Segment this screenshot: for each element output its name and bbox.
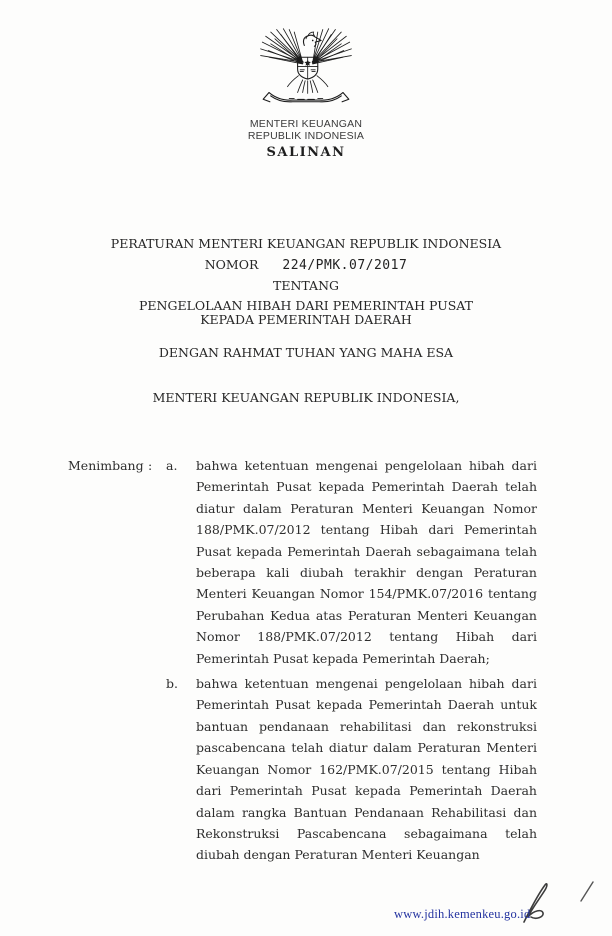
ministry-line2: REPUBLIK INDONESIA — [247, 129, 365, 142]
item-text: bahwa ketentuan mengenai pengelolaan hibah dari Pemerintah Pusat kepada Pemerintah Daerah untuk bantuan pendanaan rehabilitasi dan rekonstruksi pascabencana telah diatur dalam Peraturan Menteri Keuangan Nomor 162/PMK.07/2015 tentang Hibah dari Pemerintah Pusat kepada Pemerintah Daerah dalam rangka Bantuan Pendanaan Rehabilitasi dan Rekonstruksi Pascabencana sebagaimana telah diubah dengan Peraturan Menteri Keuangan — [196, 676, 537, 863]
considering-item-b — [166, 673, 537, 866]
authority-line: MENTERI KEUANGAN REPUBLIK INDONESIA, — [152, 390, 460, 405]
item-text: bahwa ketentuan mengenai pengelolaan hibah dari Pemerintah Pusat kepada Pemerintah Daerah telah diatur dalam Peraturan Menteri Keuangan Nomor 188/PMK.07/2012 tentang Hibah dari Pemerintah Pusat kepada Pemerintah Daerah sebagaimana telah beberapa kali diubah terakhir dengan Peraturan Menteri Keuangan Nomor 154/PMK.07/2016 tentang Perubahan Kedua atas Peraturan Menteri Keuangan Nomor 188/PMK.07/2012 tentang Hibah dari Pemerintah Pusat kepada Pemerintah Daerah; — [196, 458, 537, 666]
garuda-pancasila-icon — [0, 27, 612, 115]
considering-item-a — [166, 455, 537, 669]
subject-line2: KEPADA PEMERINTAH DAERAH — [200, 311, 412, 327]
item-marker: b. — [166, 676, 178, 692]
considering-items — [166, 455, 537, 866]
regulation-number-line — [0, 257, 612, 278]
nomor-label: NOMOR — [204, 257, 259, 272]
item-marker: a. — [166, 458, 178, 473]
slash-mark-icon — [575, 879, 597, 909]
regulation-subject — [0, 299, 612, 326]
ministry-line1: MENTERI KEUANGAN — [249, 118, 363, 130]
copy-stamp-label: SALINAN — [266, 145, 346, 160]
considering-section — [68, 455, 537, 866]
tentang-label: TENTANG — [272, 278, 339, 293]
jdih-kemenkeu-link[interactable]: www.jdih.kemenkeu.go.id — [394, 907, 531, 921]
regulation-title: PERATURAN MENTERI KEUANGAN REPUBLIK INDONESIA — [110, 236, 502, 251]
title-block — [0, 236, 612, 326]
invocation-line: DENGAN RAHMAT TUHAN YANG MAHA ESA — [158, 345, 454, 360]
considering-label: Menimbang — [68, 458, 144, 473]
considering-colon: : — [148, 458, 153, 473]
nomor-value: 224/PMK.07/2017 — [282, 258, 408, 273]
subject-line1: PENGELOLAAN HIBAH DARI PEMERINTAH PUSAT — [139, 298, 473, 313]
ministry-name — [0, 119, 612, 142]
